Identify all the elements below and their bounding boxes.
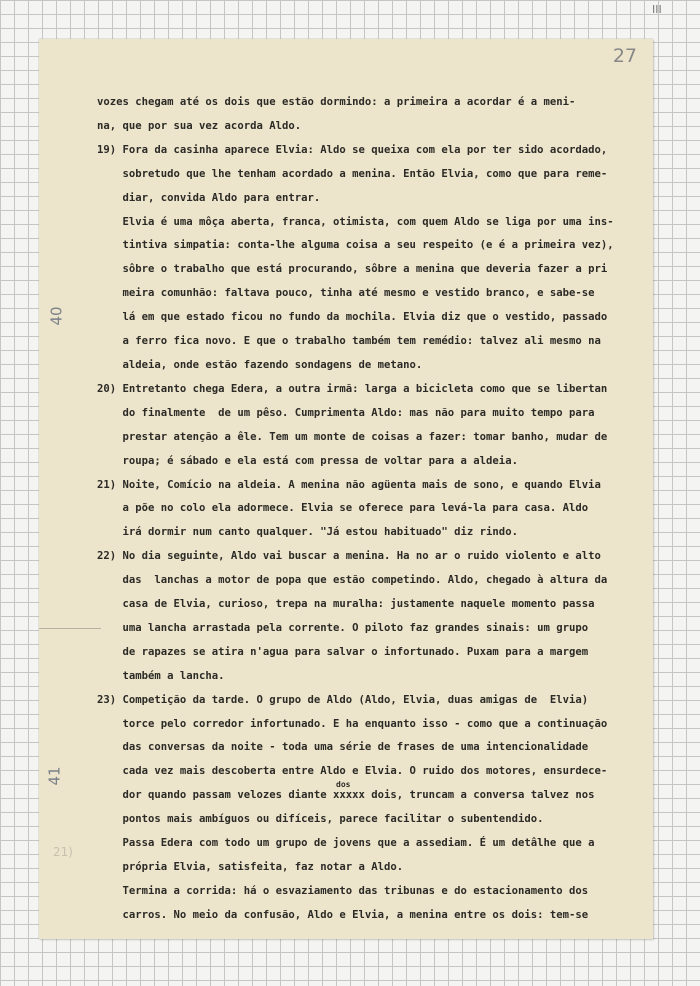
typewritten-page — [39, 39, 653, 939]
text-line: 23) Competição da tarde. O grupo de Aldo (Aldo, Elvia, duas amigas de Elvia) — [97, 693, 589, 706]
text-line: vozes chegam até os dois que estão dormindo: a primeira a acordar é a meni- — [97, 96, 576, 108]
page-number: 27 — [612, 45, 637, 67]
margin-note-21: 21) — [53, 845, 73, 859]
text-line: do finalmente de um pêso. Cumprimenta Aldo: mas não para muito tempo para — [97, 406, 595, 419]
text-line: carros. No meio da confusão, Aldo e Elvia, a menina entre os dois: tem-se — [97, 908, 589, 921]
text-line: sôbre o trabalho que está procurando, sôbre a menina que deveria fazer a pri — [97, 263, 608, 276]
text-line: aldeia, onde estão fazendo sondagens de metano. — [97, 358, 423, 371]
interlinear-note: dos — [336, 780, 351, 789]
text-line: das conversas da noite - toda uma série de frases de uma intencionalidade — [97, 741, 589, 754]
text-line: casa de Elvia, curioso, trepa na muralha: justamente naquele momento passa — [97, 598, 595, 611]
top-right-mark: III — [652, 3, 662, 16]
margin-rule — [39, 628, 101, 629]
text-line: Passa Edera com todo um grupo de jovens que a assediam. É um detâlhe que a — [97, 837, 595, 850]
text-line: prestar atenção a êle. Tem um monte de coisas a fazer: tomar banho, mudar de — [97, 430, 608, 443]
text-line: pontos mais ambíguos ou difíceis, parece facilitar o subentendido. — [97, 813, 544, 826]
text-line: sobretudo que lhe tenham acordado a menina. Então Elvia, como que para reme- — [97, 167, 608, 180]
text-line: tintiva simpatia: conta-lhe alguma coisa a seu respeito (e é a primeira vez), — [97, 239, 614, 252]
text-line: diar, convida Aldo para entrar. — [97, 191, 321, 204]
body-text — [97, 91, 637, 928]
text-line: 22) No dia seguinte, Aldo vai buscar a menina. Ha no ar o ruido violento e alto — [97, 550, 601, 563]
text-line: Termina a corrida: há o esvaziamento das tribunas e do estacionamento dos — [97, 884, 589, 897]
text-line: roupa; é sábado e ela está com pressa de voltar para a aldeia. — [97, 454, 518, 467]
text-line: meira comunhão: faltava pouco, tinha até mesmo e vestido branco, e sabe-se — [97, 287, 595, 300]
text-line: irá dormir num canto qualquer. "Já estou habituado" diz rindo. — [97, 526, 518, 539]
text-line: uma lancha arrastada pela corrente. O piloto faz grandes sinais: um grupo — [97, 621, 589, 634]
margin-note-40: 40 — [47, 306, 66, 326]
text-line: na, que por sua vez acorda Aldo. — [97, 119, 302, 132]
text-line: 20) Entretanto chega Edera, a outra irmã: larga a bicicleta como que se libertan — [97, 382, 608, 395]
text-line: cada vez mais descoberta entre Aldo e Elvia. O ruido dos motores, ensurdece- — [97, 765, 608, 778]
text-line: própria Elvia, satisfeita, faz notar a Aldo. — [97, 861, 404, 873]
margin-note-41: 41 — [45, 766, 64, 786]
text-line: a ferro fica novo. E que o trabalho também tem remédio: talvez ali mesmo na — [97, 335, 601, 348]
text-line: dor quando passam velozes diante xxxxx dois, truncam a conversa talvez nos — [97, 789, 595, 802]
text-line: torce pelo corredor infortunado. E ha enquanto isso - como que a continuação — [97, 717, 608, 730]
text-line: das lanchas a motor de popa que estão competindo. Aldo, chegado à altura da — [97, 574, 608, 587]
text-line: lá em que estado ficou no fundo da mochila. Elvia diz que o vestido, passado — [97, 311, 608, 324]
text-line: 19) Fora da casinha aparece Elvia: Aldo se queixa com ela por ter sido acordado, — [97, 143, 608, 156]
text-line: a põe no colo ela adormece. Elvia se oferece para levá-la para casa. Aldo — [97, 502, 589, 515]
text-line: também a lancha. — [97, 669, 225, 682]
text-line: de rapazes se atira n'agua para salvar o infortunado. Puxam para a margem — [97, 645, 589, 658]
text-line: Elvia é uma môça aberta, franca, otimista, com quem Aldo se liga por uma ins- — [97, 215, 614, 228]
text-line: 21) Noite, Comício na aldeia. A menina não agüenta mais de sono, e quando Elvia — [97, 478, 601, 491]
